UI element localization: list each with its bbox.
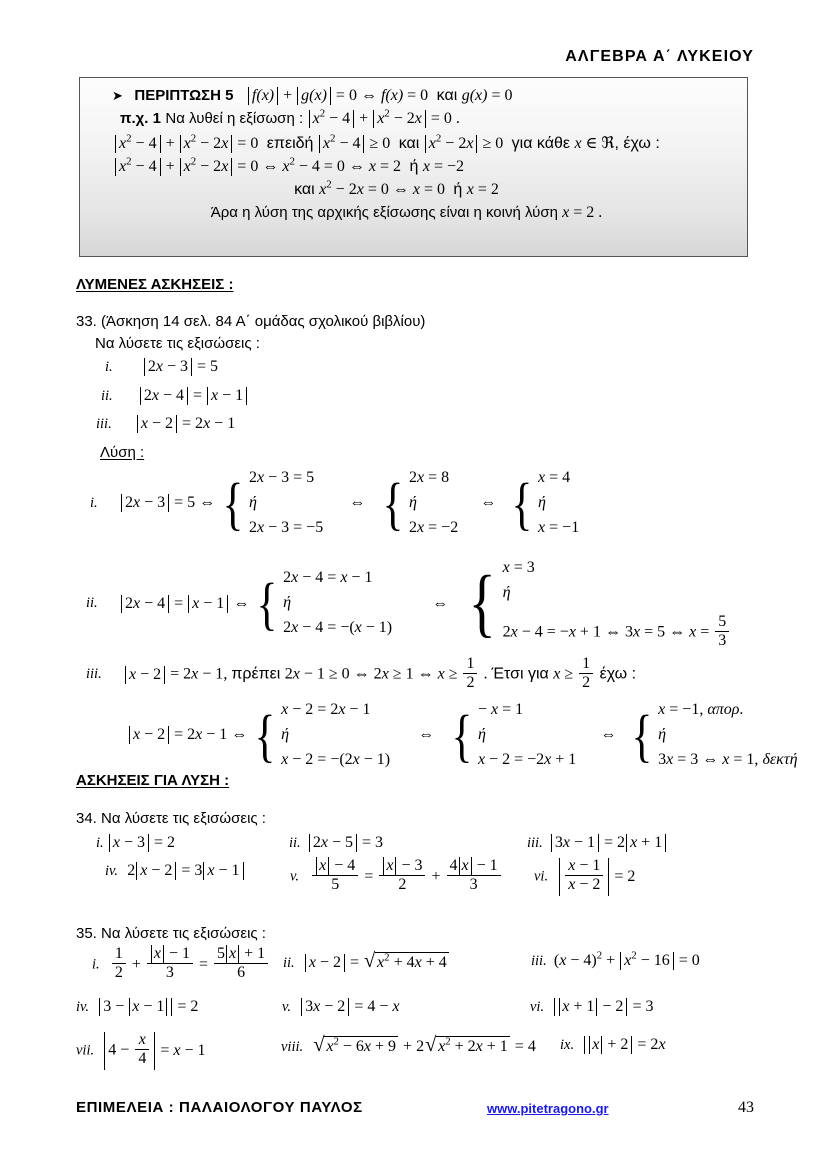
example-text: Να λυθεί η εξίσωση : [165, 110, 304, 127]
equiv-arrow: ⇔ [480, 494, 497, 512]
item-label: iv. [105, 863, 119, 879]
item-label: vi. [534, 868, 549, 885]
item-equation: 3x − 1 = 2 x + 1 [550, 834, 667, 851]
item-label: ii. [283, 955, 295, 971]
example-label: π.χ. 1 [120, 110, 161, 127]
item-label: iii. [86, 666, 102, 683]
case-row: 2x − 4 = x − 1 [283, 569, 373, 587]
item-equation: 4 − $\frac{x}{4}$ = x − 1 [103, 1042, 205, 1059]
left-brace-icon: { [631, 702, 653, 768]
exercise-35-prompt [76, 925, 266, 942]
exercise-35-number: 35. [76, 925, 97, 942]
solution-lhs: x − 2 = 2x − 1 ⇔ [128, 726, 247, 744]
item-label: ii. [289, 835, 301, 851]
cases-group-2 [464, 556, 731, 651]
case-5-derivation-line-3: και $x^2 - 2x = 0$ ⇔ x = 0 ή x = 2 [294, 178, 499, 198]
item-label: ii. [101, 388, 113, 404]
exercise-33-number: 33. [76, 313, 97, 330]
exercise-33-item-i [105, 358, 218, 376]
exercise-35-item-ii [283, 952, 450, 972]
radical-icon: √ [425, 1034, 437, 1056]
left-brace-icon: { [468, 561, 497, 646]
left-brace-icon: { [256, 571, 278, 637]
item-equation: 3x − 2 = 4 − x [300, 998, 399, 1015]
page-header-title: ΑΛΓΕΒΡΑ Α΄ ΛΥΚΕΙΟΥ [565, 48, 754, 65]
radical-icon: √ [364, 950, 376, 972]
item-equation: √ $x^2 - 6x + 9 + 2$ √ $x^2 + 2x + 1 = 4$ [313, 1034, 536, 1056]
item-label: ii. [86, 595, 98, 612]
cases-group-1 [253, 566, 392, 640]
item-equation: $\frac{1}{2}$ + $\frac{x - 1}{3}$ = $\frac{5 x + 1}{6}$ [110, 956, 270, 973]
item-label: viii. [281, 1039, 304, 1055]
equiv-arrow: ⇔ [600, 726, 617, 744]
case-5-rule-math: f(x) + g(x) = 0 ⇔ f(x) = 0 και g(x) = 0 [247, 87, 513, 104]
case-row: 2x = 8 [409, 469, 450, 486]
case-row: x = −1 [538, 518, 580, 536]
exercise-35-item-i [92, 946, 270, 984]
left-brace-icon: { [511, 470, 533, 536]
exercise-34-item-vi [534, 858, 635, 896]
footer-website-link[interactable]: www.pitetragono.gr [487, 1101, 609, 1116]
left-brace-icon: { [222, 470, 244, 536]
case-row: x = 3 [502, 559, 535, 576]
solution-33-i [90, 466, 579, 540]
solution-33-ii [86, 556, 731, 651]
exercise-35-text: Να λύσετε τις εξισώσεις : [101, 925, 266, 942]
case-row: 2x = −2 [409, 518, 459, 536]
item-equation: x + 2 = 2x [583, 1036, 665, 1053]
cases-group-1 [219, 466, 323, 540]
item-equation: 3 − x − 1 = 2 [98, 998, 198, 1015]
solution-lhs: 2x − 4 = x − 1 ⇔ [120, 595, 249, 613]
exercise-33-source: (Άσκηση 14 σελ. 84 Α΄ ομάδας σχολικού βιβλίου) [101, 313, 426, 330]
case-row: − x = 1 [477, 701, 524, 718]
item-label: i. [96, 835, 104, 851]
exercise-35-item-vii [76, 1032, 206, 1070]
case-5-callout-box [79, 77, 748, 257]
equiv-arrow: ⇔ [432, 594, 449, 612]
case-row: x = −1, απορ. [658, 701, 744, 718]
bullet-arrow-icon: ➤ [112, 88, 123, 103]
item-equation: 2x − 3 = 5 [143, 358, 218, 375]
item-label: vi. [530, 999, 545, 1015]
solution-lhs: 2x − 3 = 5 ⇔ [120, 494, 215, 512]
item-equation: $\frac{x - 4}{5}$ = $\frac{x - 3}{2}$ + $\frac{4 x - 1}{3}$ [310, 868, 502, 885]
item-equation: 2x − 5 = 3 [308, 834, 383, 851]
exercise-34-item-i [96, 834, 175, 852]
left-brace-icon: { [382, 470, 404, 536]
footer-editor: ΕΠΙΜΕΛΕΙΑ : ΠΑΛΑΙΟΛΟΓΟΥ ΠΑΥΛΟΣ [76, 1099, 363, 1116]
case-row: 2x − 4 = −x + 1 ⇔ 3x = 5 ⇔ x = $\frac{5}{3}$ [503, 614, 732, 652]
example-equation: $x^2 - 4 + x^2 - 2x = 0$ . [308, 110, 460, 127]
case-row: 3x = 3 ⇔ x = 1, δεκτή [658, 750, 798, 768]
cases-group-3 [628, 698, 797, 772]
equiv-arrow: ⇔ [349, 494, 366, 512]
solution-heading: Λύση : [100, 444, 145, 461]
case-row: x = 4 [538, 469, 571, 486]
cases-group-2 [379, 466, 458, 540]
exercise-35-item-iv [76, 998, 198, 1016]
item-equation: x + 1 − 2 = 3 [553, 998, 653, 1015]
equiv-arrow: ⇔ [418, 726, 435, 744]
exercise-33-item-iii [96, 415, 235, 433]
item-equation: x − 2 = √ $x^2 + 4x + 4$ [304, 954, 450, 971]
case-row-or: ή [249, 493, 257, 511]
case-row: x − 2 = 2x − 1 [281, 701, 371, 718]
item-label: i. [90, 494, 98, 511]
item-label: i. [92, 956, 100, 973]
case-row: x − 2 = −2x + 1 [477, 750, 577, 768]
item-label: iv. [76, 999, 90, 1015]
case-row-or: ή [477, 725, 486, 743]
case-5-derivation-line-1: $x^2 - 4 + x^2 - 2x = 0$ επειδή $x^2 - 4 \ge 0$ και $x^2 - 2x \ge 0$ για κάθε x ∈ ℜ, έχω : [114, 133, 733, 153]
item-label: iii. [527, 835, 543, 851]
exercise-33-item-ii [101, 387, 248, 405]
case-row: x − 2 = −(2x − 1) [281, 750, 391, 768]
exercise-34-item-iii [527, 834, 667, 852]
exercise-34-item-v [290, 858, 503, 896]
exercise-34-prompt [76, 810, 266, 827]
condition-math: x − 2 = 2x − 1, πρέπει 2x − 1 ≥ 0 ⇔ 2x ≥ 1 ⇔ x ≥ $\frac{1}{2}$ . Έτσι για x ≥ $\frac{1}{2}$ έχω : [124, 656, 636, 694]
section-heading-for-solving: ΑΣΚΗΣΕΙΣ ΓΙΑ ΛΥΣΗ : [76, 772, 230, 789]
item-equation: x − 2 = 2x − 1 [136, 415, 235, 432]
case-5-label: ΠΕΡΙΠΤΩΣΗ 5 [134, 87, 234, 104]
cases-group-3 [508, 466, 579, 540]
exercise-35-item-v [282, 998, 399, 1016]
item-equation: $(x - 4)^2 + x^2 - 16 = 0$ [553, 949, 700, 969]
solution-33-iii-condition [86, 656, 636, 694]
exercise-33-prompt: Να λύσετε τις εξισώσεις : [95, 335, 260, 352]
left-brace-icon: { [254, 702, 276, 768]
cases-group-2 [448, 698, 576, 772]
item-equation: 2x − 4 = x − 1 [139, 387, 248, 404]
case-row-or: ή [281, 725, 290, 743]
item-label: v. [290, 868, 299, 885]
case-5-conclusion: Άρα η λύση της αρχικής εξίσωσης είναι η κοινή λύση x = 2 . [210, 204, 603, 221]
item-label: vii. [76, 1042, 95, 1059]
exercise-35-item-viii [281, 1036, 536, 1056]
case-row: 2x − 3 = −5 [249, 518, 324, 536]
section-heading-solved: ΛΥΜΕΝΕΣ ΑΣΚΗΣΕΙΣ : [76, 276, 234, 293]
solution-33-iii [128, 698, 798, 772]
case-row-or: ή [283, 594, 292, 612]
item-equation: 2 x − 2 = 3 x − 1 [127, 862, 244, 879]
case-row: 2x − 4 = −(x − 1) [283, 619, 393, 637]
left-brace-icon: { [451, 702, 473, 768]
case-row-or: ή [658, 725, 667, 743]
item-label: iii. [531, 953, 547, 969]
item-label: i. [105, 359, 113, 375]
item-equation: x − 3 = 2 [108, 834, 175, 851]
exercise-35-item-iii [531, 949, 700, 970]
exercise-33-title [76, 313, 425, 330]
exercise-35-item-ix [560, 1036, 666, 1054]
exercise-34-number: 34. [76, 810, 97, 827]
exercise-34-item-ii [289, 834, 383, 852]
cases-group-1 [251, 698, 390, 772]
case-row-or: ή [538, 493, 546, 511]
item-label: ix. [560, 1037, 575, 1053]
case-row-or: ή [409, 493, 417, 511]
case-5-rule-line [112, 87, 733, 105]
exercise-34-text: Να λύσετε τις εξισώσεις : [101, 810, 266, 827]
case-row: 2x − 3 = 5 [249, 469, 315, 486]
exercise-34-item-iv [105, 862, 245, 880]
case-5-derivation-line-2: $x^2 - 4 + x^2 - 2x = 0$ ⇔ $x^2 - 4 = 0$ ⇔ x = 2 ή x = −2 [114, 158, 733, 176]
item-label: iii. [96, 416, 112, 432]
radical-icon: √ [313, 1034, 325, 1056]
exercise-35-item-vi [530, 998, 653, 1016]
item-equation: $\frac{x - 1}{x - 2}$ = 2 [558, 868, 635, 885]
footer-page-number: 43 [738, 1099, 754, 1116]
item-label: v. [282, 999, 291, 1015]
case-row-or: ή [502, 583, 511, 601]
case-5-example-line [120, 107, 733, 128]
